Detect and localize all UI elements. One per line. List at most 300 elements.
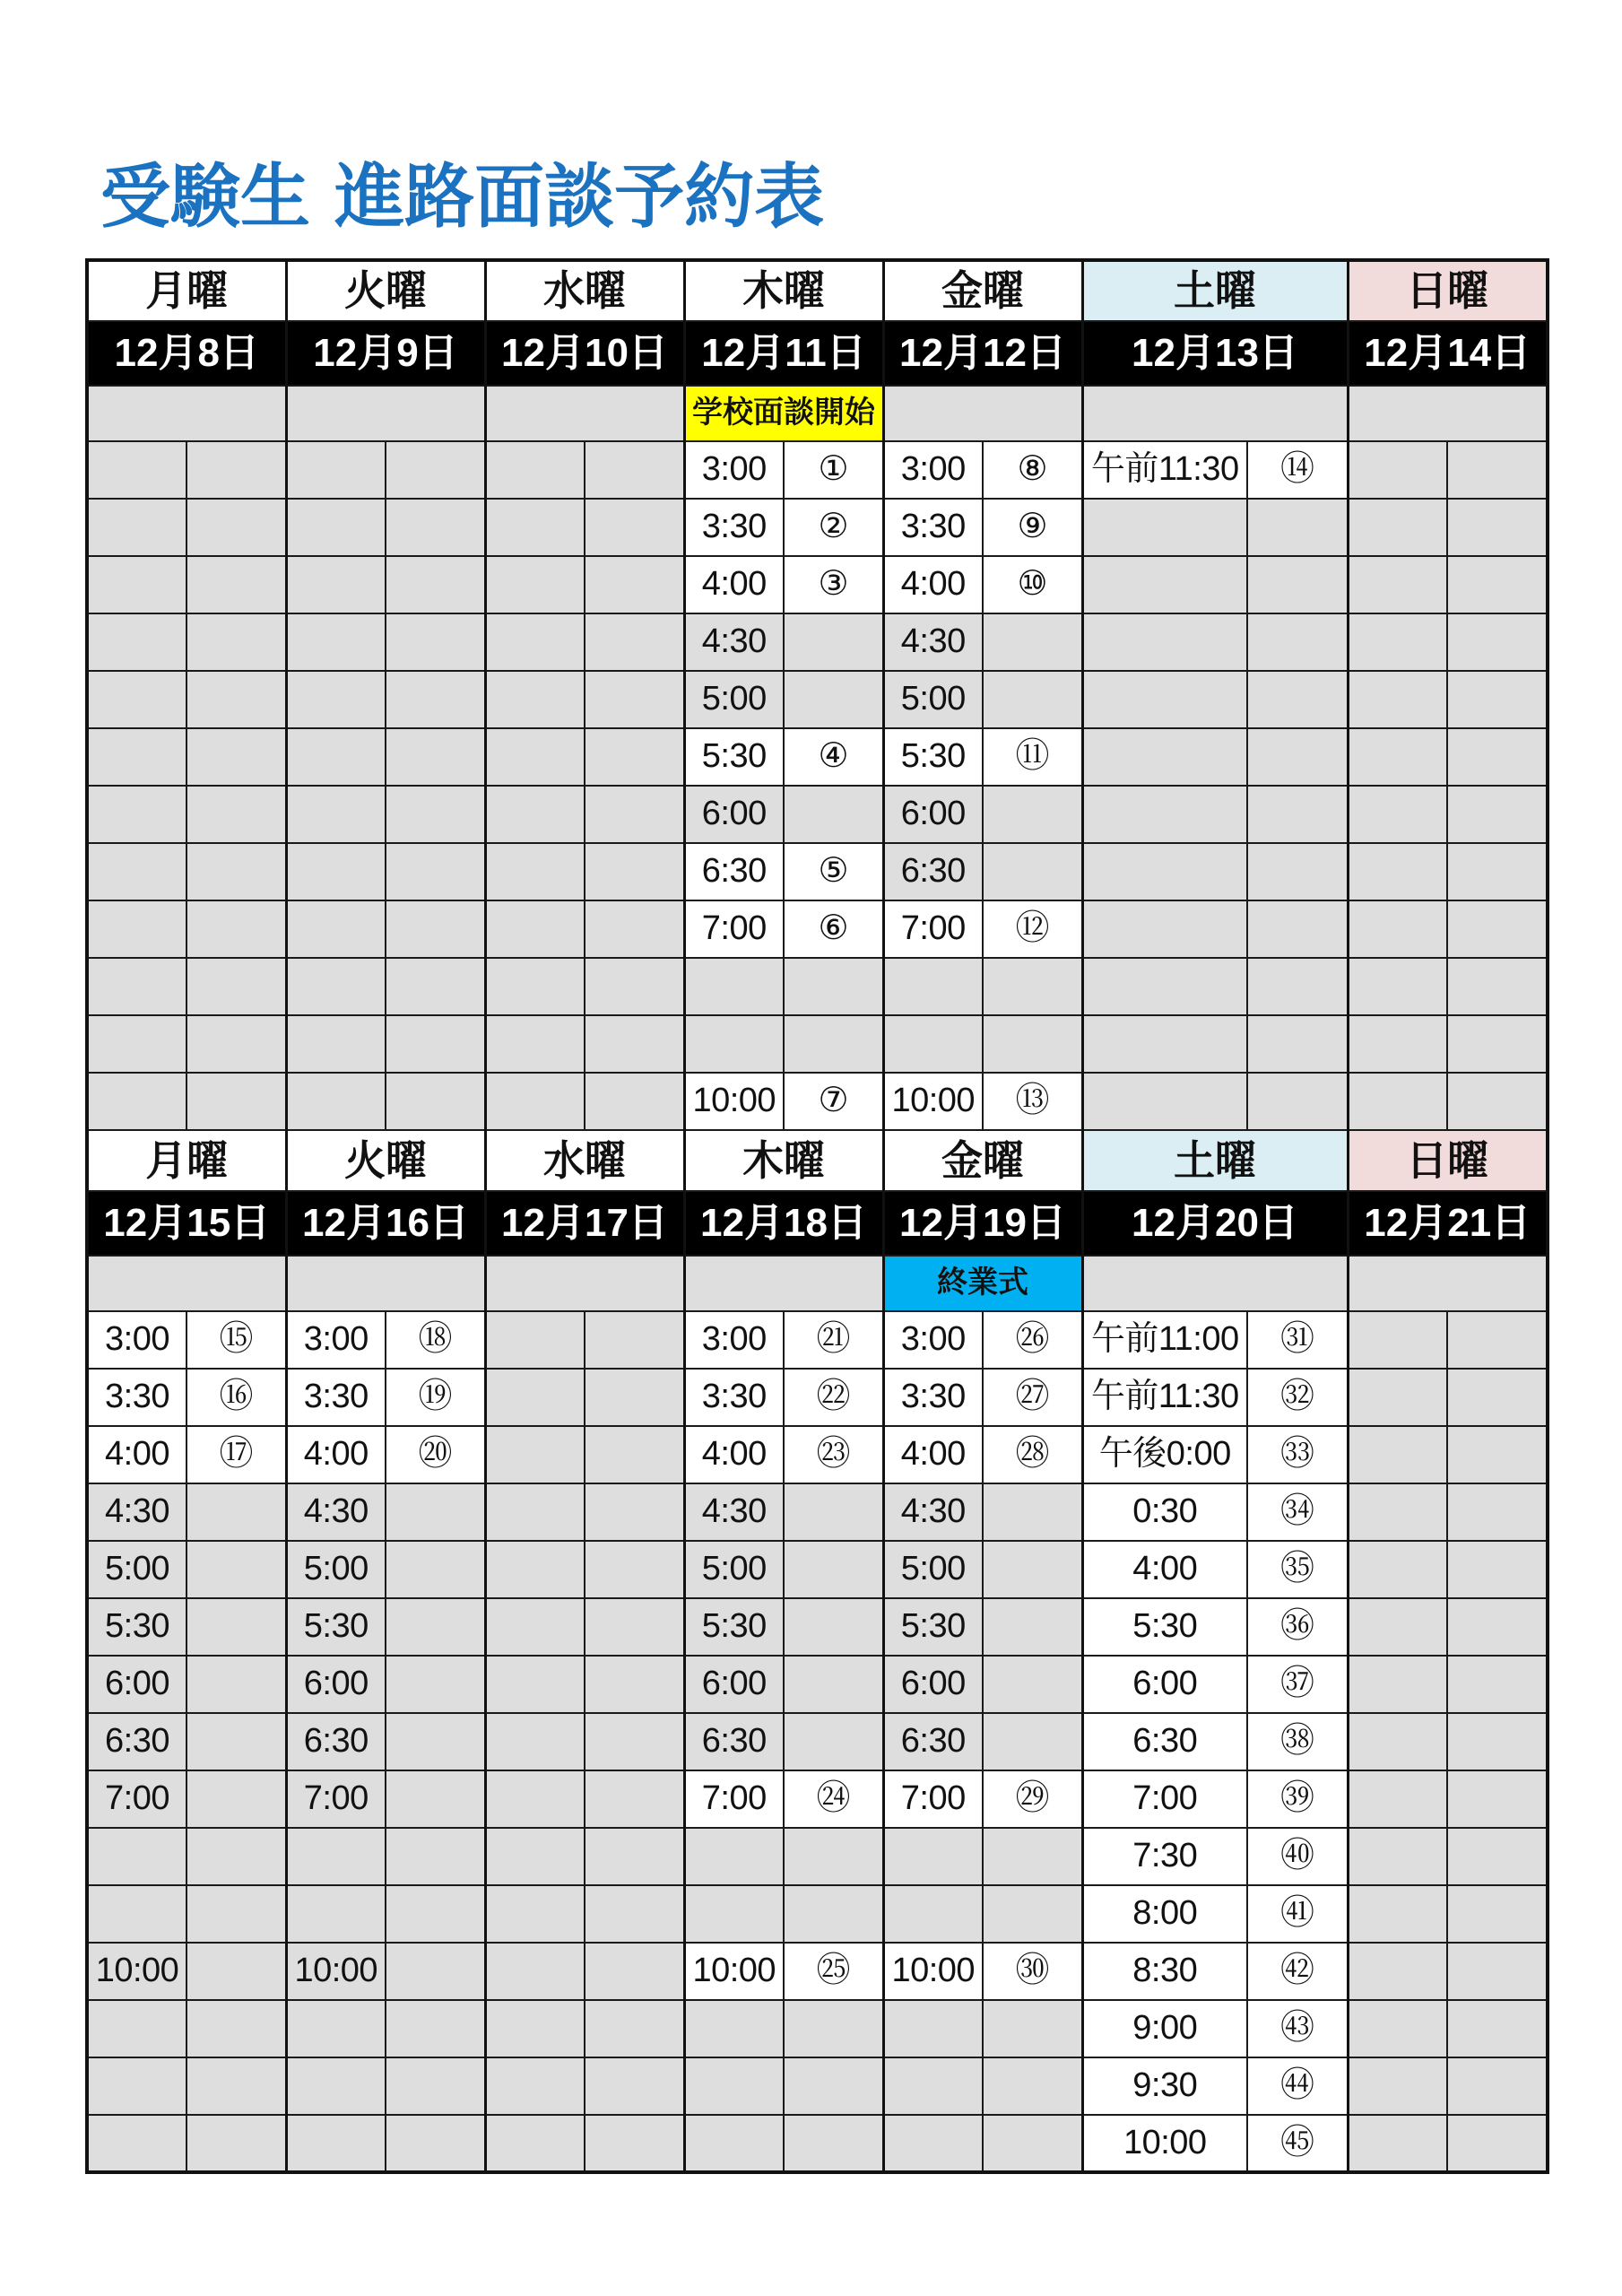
slot-number — [585, 1943, 684, 2000]
time-cell — [1082, 1073, 1247, 1130]
time-cell — [883, 1828, 983, 1885]
slot-number — [1247, 1073, 1348, 1130]
slot-number — [386, 1656, 485, 1713]
time-cell — [485, 613, 585, 671]
time-cell — [87, 1828, 186, 1885]
time-cell — [87, 2115, 186, 2172]
time-cell — [286, 728, 386, 786]
time-cell — [485, 1426, 585, 1483]
note-cell: 学校面談開始 — [684, 386, 883, 441]
slot-number — [585, 556, 684, 613]
slot-number — [1447, 1598, 1548, 1656]
slot-number — [386, 786, 485, 843]
slot-number — [983, 843, 1082, 900]
slot-number — [585, 728, 684, 786]
time-cell: 8:00 — [1082, 1885, 1247, 1943]
slot-number — [186, 1770, 286, 1828]
time-cell: 4:30 — [883, 613, 983, 671]
slot-number — [386, 958, 485, 1015]
slot-number — [983, 1598, 1082, 1656]
time-cell — [1348, 728, 1447, 786]
weekday-header: 火曜 — [286, 1130, 485, 1191]
slot-number: ⑨ — [983, 499, 1082, 556]
slot-number — [784, 2000, 883, 2057]
time-cell — [286, 2057, 386, 2115]
slot-row — [87, 1656, 1548, 1713]
week-block — [87, 1130, 1548, 2172]
weekday-header: 月曜 — [87, 1130, 286, 1191]
time-cell — [1348, 1713, 1447, 1770]
slot-number: ㉗ — [983, 1369, 1082, 1426]
time-cell: 4:00 — [286, 1426, 386, 1483]
slot-row — [87, 843, 1548, 900]
slot-number: ① — [784, 441, 883, 499]
time-cell — [883, 2115, 983, 2172]
time-cell: 3:00 — [883, 1311, 983, 1369]
time-cell: 6:00 — [883, 1656, 983, 1713]
note-cell — [286, 1256, 485, 1311]
time-cell — [87, 2057, 186, 2115]
slot-number — [585, 1656, 684, 1713]
slot-number — [585, 1828, 684, 1885]
time-cell — [485, 556, 585, 613]
time-cell: 午後0:00 — [1082, 1426, 1247, 1483]
note-row — [87, 386, 1548, 441]
slot-number — [186, 556, 286, 613]
slot-number — [983, 1656, 1082, 1713]
time-cell — [286, 613, 386, 671]
time-cell — [1082, 786, 1247, 843]
time-cell — [485, 1656, 585, 1713]
time-cell: 10:00 — [1082, 2115, 1247, 2172]
time-cell — [1082, 900, 1247, 958]
time-cell: 5:00 — [684, 671, 784, 728]
time-cell — [286, 671, 386, 728]
slot-number — [1447, 1656, 1548, 1713]
time-cell: 10:00 — [883, 1073, 983, 1130]
time-cell — [684, 1885, 784, 1943]
note-cell — [485, 1256, 684, 1311]
slot-number: ㉖ — [983, 1311, 1082, 1369]
slot-number — [585, 613, 684, 671]
slot-row — [87, 786, 1548, 843]
slot-row — [87, 1598, 1548, 1656]
slot-number: ㊷ — [1247, 1943, 1348, 2000]
time-cell — [286, 2115, 386, 2172]
slot-row — [87, 441, 1548, 499]
slot-number: ⑭ — [1247, 441, 1348, 499]
slot-row — [87, 2057, 1548, 2115]
slot-number — [1447, 1828, 1548, 1885]
time-cell: 6:00 — [87, 1656, 186, 1713]
time-cell — [286, 1885, 386, 1943]
time-cell: 5:00 — [286, 1541, 386, 1598]
weekday-header: 火曜 — [286, 260, 485, 321]
time-cell — [87, 671, 186, 728]
time-cell: 3:00 — [684, 441, 784, 499]
time-cell — [485, 1541, 585, 1598]
time-cell — [87, 958, 186, 1015]
time-cell — [87, 728, 186, 786]
time-cell: 4:30 — [87, 1483, 186, 1541]
slot-number — [585, 1770, 684, 1828]
time-cell — [684, 2057, 784, 2115]
slot-number — [585, 958, 684, 1015]
slot-number — [386, 1598, 485, 1656]
slot-number — [186, 499, 286, 556]
note-cell — [684, 1256, 883, 1311]
time-cell: 7:00 — [87, 1770, 186, 1828]
slot-number — [186, 671, 286, 728]
slot-number: ㊹ — [1247, 2057, 1348, 2115]
note-row — [87, 1256, 1548, 1311]
slot-number — [1447, 1483, 1548, 1541]
slot-number — [186, 2000, 286, 2057]
time-cell — [1082, 1015, 1247, 1073]
time-cell: 5:30 — [883, 1598, 983, 1656]
slot-number: ㊳ — [1247, 1713, 1348, 1770]
slot-number: ㊺ — [1247, 2115, 1348, 2172]
slot-row — [87, 671, 1548, 728]
date-header: 12月14日 — [1348, 321, 1548, 386]
slot-number — [386, 671, 485, 728]
slot-number — [186, 1483, 286, 1541]
time-cell: 4:30 — [286, 1483, 386, 1541]
note-cell — [286, 386, 485, 441]
time-cell: 7:00 — [684, 1770, 784, 1828]
note-cell — [87, 386, 286, 441]
time-cell — [485, 728, 585, 786]
slot-number — [386, 900, 485, 958]
time-cell: 6:00 — [883, 786, 983, 843]
date-header: 12月12日 — [883, 321, 1082, 386]
weekday-header: 木曜 — [684, 1130, 883, 1191]
slot-number — [983, 2057, 1082, 2115]
time-cell — [87, 786, 186, 843]
slot-row — [87, 1311, 1548, 1369]
slot-number — [784, 1483, 883, 1541]
slot-number: ⑯ — [186, 1369, 286, 1426]
time-cell: 4:30 — [684, 1483, 784, 1541]
slot-row — [87, 1369, 1548, 1426]
time-cell — [1348, 1770, 1447, 1828]
slot-number: ㉑ — [784, 1311, 883, 1369]
slot-number — [1447, 786, 1548, 843]
slot-number — [1447, 2057, 1548, 2115]
date-header: 12月16日 — [286, 1191, 485, 1256]
time-cell: 5:30 — [286, 1598, 386, 1656]
time-cell: 3:30 — [286, 1369, 386, 1426]
slot-number: ⑲ — [386, 1369, 485, 1426]
time-cell — [87, 900, 186, 958]
slot-number — [386, 1073, 485, 1130]
slot-number — [585, 2057, 684, 2115]
weekday-header: 日曜 — [1348, 1130, 1548, 1191]
slot-number — [386, 1713, 485, 1770]
slot-number — [1447, 1885, 1548, 1943]
date-header: 12月11日 — [684, 321, 883, 386]
slot-number — [186, 1885, 286, 1943]
slot-number — [983, 613, 1082, 671]
time-cell: 5:30 — [1082, 1598, 1247, 1656]
time-cell — [1348, 1828, 1447, 1885]
slot-number — [983, 1713, 1082, 1770]
slot-number — [186, 900, 286, 958]
slot-number — [1247, 843, 1348, 900]
time-cell — [87, 556, 186, 613]
slot-number — [1447, 556, 1548, 613]
time-cell: 10:00 — [286, 1943, 386, 2000]
time-cell — [286, 556, 386, 613]
slot-number: ⑪ — [983, 728, 1082, 786]
slot-number: ㉛ — [1247, 1311, 1348, 1369]
slot-number — [585, 1598, 684, 1656]
time-cell: 6:30 — [684, 843, 784, 900]
time-cell: 5:30 — [684, 1598, 784, 1656]
slot-number — [186, 1828, 286, 1885]
slot-number — [784, 671, 883, 728]
time-cell — [1348, 2057, 1447, 2115]
time-cell: 6:00 — [684, 786, 784, 843]
slot-number — [386, 441, 485, 499]
slot-number — [585, 671, 684, 728]
slot-number — [585, 499, 684, 556]
time-cell — [286, 1073, 386, 1130]
slot-number — [186, 441, 286, 499]
slot-number — [983, 1483, 1082, 1541]
time-cell — [1348, 1369, 1447, 1426]
weekday-header: 水曜 — [485, 260, 684, 321]
time-cell: 4:00 — [1082, 1541, 1247, 1598]
slot-number — [386, 613, 485, 671]
date-header: 12月13日 — [1082, 321, 1348, 386]
time-cell — [1348, 2115, 1447, 2172]
slot-number — [585, 843, 684, 900]
time-cell — [1348, 786, 1447, 843]
time-cell — [286, 958, 386, 1015]
slot-number — [186, 843, 286, 900]
slot-number — [585, 2000, 684, 2057]
time-cell — [485, 2000, 585, 2057]
time-cell: 6:30 — [684, 1713, 784, 1770]
slot-number: ⑳ — [386, 1426, 485, 1483]
slot-number: ④ — [784, 728, 883, 786]
slot-number — [585, 1015, 684, 1073]
time-cell — [883, 1885, 983, 1943]
time-cell — [485, 499, 585, 556]
slot-number — [585, 441, 684, 499]
slot-number — [386, 499, 485, 556]
time-cell: 6:00 — [286, 1656, 386, 1713]
slot-number — [186, 1073, 286, 1130]
time-cell: 5:00 — [87, 1541, 186, 1598]
slot-number — [386, 2000, 485, 2057]
slot-number: ⑤ — [784, 843, 883, 900]
time-cell: 5:00 — [883, 1541, 983, 1598]
slot-number — [386, 2115, 485, 2172]
time-cell: 3:00 — [87, 1311, 186, 1369]
time-cell — [684, 1828, 784, 1885]
time-cell — [1348, 1598, 1447, 1656]
time-cell — [1082, 728, 1247, 786]
week-block — [87, 260, 1548, 1130]
slot-number: ⑮ — [186, 1311, 286, 1369]
slot-number: ⑩ — [983, 556, 1082, 613]
time-cell: 7:00 — [883, 900, 983, 958]
slot-number — [1247, 958, 1348, 1015]
time-cell: 3:30 — [883, 499, 983, 556]
time-cell — [87, 2000, 186, 2057]
page-title: 受験生 進路面談予約表 — [100, 157, 825, 238]
time-cell — [1348, 1541, 1447, 1598]
slot-number — [585, 1369, 684, 1426]
time-cell: 7:00 — [684, 900, 784, 958]
weekday-header: 金曜 — [883, 260, 1082, 321]
slot-number: ⑬ — [983, 1073, 1082, 1130]
time-cell — [485, 1885, 585, 1943]
time-cell — [1082, 843, 1247, 900]
time-cell: 10:00 — [883, 1943, 983, 2000]
slot-number — [784, 1656, 883, 1713]
time-cell — [1348, 1656, 1447, 1713]
slot-number — [1447, 1541, 1548, 1598]
slot-number: ⑦ — [784, 1073, 883, 1130]
time-cell — [87, 499, 186, 556]
time-cell — [1348, 671, 1447, 728]
time-cell — [286, 786, 386, 843]
note-cell — [1348, 386, 1548, 441]
slot-number — [784, 1598, 883, 1656]
time-cell: 3:00 — [684, 1311, 784, 1369]
slot-row — [87, 1885, 1548, 1943]
slot-number: ㉓ — [784, 1426, 883, 1483]
slot-number — [386, 2057, 485, 2115]
time-cell: 5:30 — [883, 728, 983, 786]
time-cell — [485, 1015, 585, 1073]
time-cell — [485, 1073, 585, 1130]
date-header: 12月10日 — [485, 321, 684, 386]
note-cell — [485, 386, 684, 441]
time-cell — [1348, 441, 1447, 499]
slot-number: ㊵ — [1247, 1828, 1348, 1885]
time-cell — [1082, 499, 1247, 556]
time-cell — [485, 843, 585, 900]
slot-number — [1447, 900, 1548, 958]
time-cell: 3:00 — [286, 1311, 386, 1369]
slot-number — [386, 1541, 485, 1598]
time-cell — [485, 1713, 585, 1770]
slot-number — [1447, 1770, 1548, 1828]
slot-number — [784, 786, 883, 843]
time-cell — [87, 613, 186, 671]
slot-number: ㉚ — [983, 1943, 1082, 2000]
time-cell: 6:30 — [883, 843, 983, 900]
reservation-schedule-table — [85, 258, 1549, 2174]
time-cell — [1348, 613, 1447, 671]
slot-number: ㉟ — [1247, 1541, 1348, 1598]
slot-number — [1447, 958, 1548, 1015]
time-cell: 4:30 — [883, 1483, 983, 1541]
slot-number — [983, 958, 1082, 1015]
slot-number — [1447, 1426, 1548, 1483]
time-cell: 午前11:30 — [1082, 441, 1247, 499]
slot-number — [983, 1885, 1082, 1943]
time-cell: 6:30 — [87, 1713, 186, 1770]
slot-number: ㊶ — [1247, 1885, 1348, 1943]
slot-row — [87, 613, 1548, 671]
slot-number — [585, 1885, 684, 1943]
slot-number — [1447, 728, 1548, 786]
weekday-header: 土曜 — [1082, 260, 1348, 321]
slot-number — [186, 1541, 286, 1598]
time-cell — [1348, 1073, 1447, 1130]
slot-number: ㊸ — [1247, 2000, 1348, 2057]
time-cell — [883, 2057, 983, 2115]
slot-number — [186, 613, 286, 671]
slot-number — [1247, 556, 1348, 613]
weekday-header: 木曜 — [684, 260, 883, 321]
time-cell — [684, 2000, 784, 2057]
slot-number — [983, 786, 1082, 843]
time-cell — [286, 1015, 386, 1073]
time-cell — [485, 2115, 585, 2172]
time-cell — [1348, 556, 1447, 613]
slot-number — [1447, 2115, 1548, 2172]
slot-number — [386, 1885, 485, 1943]
slot-number — [1447, 843, 1548, 900]
slot-number: ⑧ — [983, 441, 1082, 499]
note-cell: 終業式 — [883, 1256, 1082, 1311]
time-cell — [684, 958, 784, 1015]
time-cell: 0:30 — [1082, 1483, 1247, 1541]
time-cell: 9:00 — [1082, 2000, 1247, 2057]
slot-row — [87, 1943, 1548, 2000]
time-cell: 3:30 — [87, 1369, 186, 1426]
slot-number: ⑱ — [386, 1311, 485, 1369]
time-cell — [485, 441, 585, 499]
slot-number — [585, 1426, 684, 1483]
time-cell — [1082, 556, 1247, 613]
time-cell: 3:00 — [883, 441, 983, 499]
date-row — [87, 321, 1548, 386]
slot-number — [1247, 900, 1348, 958]
time-cell — [684, 1015, 784, 1073]
slot-row — [87, 1073, 1548, 1130]
slot-number — [386, 1770, 485, 1828]
slot-number — [386, 1483, 485, 1541]
slot-number: ㉔ — [784, 1770, 883, 1828]
slot-number: ③ — [784, 556, 883, 613]
time-cell: 午前11:30 — [1082, 1369, 1247, 1426]
time-cell — [883, 958, 983, 1015]
slot-number: ㊱ — [1247, 1598, 1348, 1656]
weekday-header: 水曜 — [485, 1130, 684, 1191]
time-cell — [1348, 2000, 1447, 2057]
slot-row — [87, 2000, 1548, 2057]
date-header: 12月15日 — [87, 1191, 286, 1256]
time-cell: 7:00 — [883, 1770, 983, 1828]
time-cell: 4:00 — [883, 1426, 983, 1483]
slot-number — [1247, 1015, 1348, 1073]
time-cell — [485, 1311, 585, 1369]
slot-number — [585, 786, 684, 843]
weekday-header: 金曜 — [883, 1130, 1082, 1191]
slot-number — [186, 958, 286, 1015]
time-cell: 6:30 — [286, 1713, 386, 1770]
time-cell: 7:00 — [286, 1770, 386, 1828]
time-cell — [1348, 1426, 1447, 1483]
time-cell: 9:30 — [1082, 2057, 1247, 2115]
